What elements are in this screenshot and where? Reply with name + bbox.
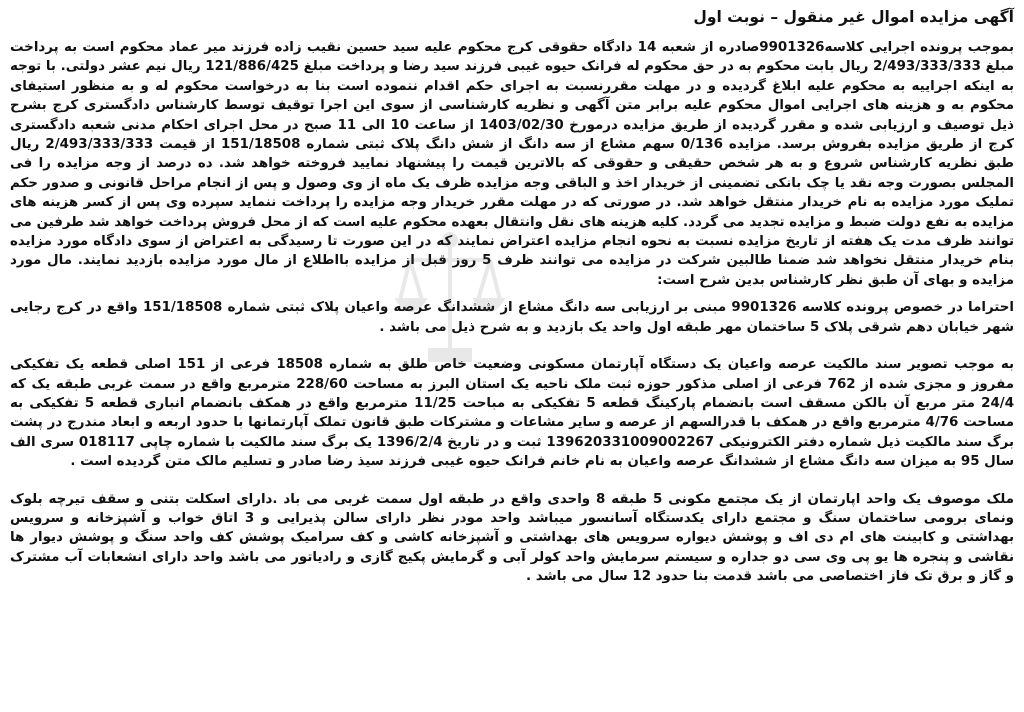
- paragraph-spacer: [10, 290, 1014, 298]
- paragraph-spacer: [10, 472, 1014, 490]
- notice-paragraph-main: بموجب پرونده اجرایی کلاسه9901326صادره از شعبه 14 دادگاه حقوقی کرج محکوم علیه سید حسین نقیب زاده فرزند میر عماد محکوم است به پرداخت مبلغ 2/493/333/333 ریال بابت محکوم به در حق محکوم له فرانک حیوه غیبی فرزند سید رضا و پرداخت مبلغ 121/886/425 ریال نیم عشر دولتی. با توجه به اینکه اجراییه به محکوم علیه ابلاغ گردیده و در مهلت مقررنسبت به اجرای حکم اقدام ننموده است بنا به درخواست محکوم له و به منظور استیفای محکوم به و هزینه های اجرایی اموال محکوم علیه برابر متن آگهی و نظریه کارشناسی از سوی این اجرا توقیف توسط کارشناس دادگستری کرج بشرح ذیل توصیف و ارزیابی شده و مقرر گردیده از طریق مزایده درمورخ 1403/02/30 از ساعت 10 الی 11 صبح در محل اجرای احکام مدنی شعبه دادگستری کرج از طریق مزایده بفروش برسد. مزایده 0/136 سهم مشاع از سه دانگ از شش دانگ پلاک ثبتی شماره 151/18508 از قیمت 2/493/333/333 ریال طبق نظریه کارشناس شروع و به هر شخص حقیقی و حقوقی که بالاترین قیمت را پیشنهاد نمایید فروخته خواهد شد. ده درصد از وجه مزایده را فی المجلس بصورت وجه نقد یا چک بانکی تضمینی از خریدار اخذ و الباقی وجه مزایده ظرف یک ماه از وی وصول و پس از انجام مراحل قانونی و صدور حکم تملیک مورد مزایده به نام خریدار منتقل خواهد شد. در صورتی که در مهلت مقرر خریدار وجه مزایده را پرداخت ننماید سپرده وی پس از کسر هزینه های مزایده به نفع دولت ضبط و مزایده تجدید می گردد. کلیه هزینه های نقل وانتقال بعهده محکوم علیه است که از محل فروش پرداخت خواهد شد طرفین می توانند ظرف مدت یک هفته از تاریخ مزایده نسبت به نحوه انجام مزایده اعتراض نمایند که در این صورت تا رسیدگی به اعتراض از سوی دادگاه مورد مزایده بنام خریدار منتقل نخواهد شد ضمنا طالبین شرکت در مزایده می توانند ظرف 5 روز قبل از مزایده بااطلاع از مال مورد مزایده بازدید نمایند. مال مورد مزایده و بهای آن طبق نظر کارشناس بدین شرح است:: [10, 40, 1014, 288]
- notice-paragraph-appraisal-intro: احتراما در خصوص پرونده کلاسه 9901326 مبنی بر ارزیابی سه دانگ مشاع از ششدانگ عرصه واعیان پلاک ثبتی شماره 151/18508 واقع در کرج رجایی شهر خیابان دهم شرقی پلاک 5 ساختمان مهر طبقه اول واحد یک بازدید و به شرح ذیل می باشد .: [10, 300, 1014, 335]
- paragraph-spacer: [10, 337, 1014, 355]
- notice-paragraph-property-description: ملک موصوف یک واحد اپارتمان از یک مجتمع مکونی 5 طبقه 8 واحدی واقع در طبقه اول سمت غربی می باد .دارای اسکلت بتنی و سقف تیرچه بلوک ونمای برومی ساختمان سنگ و مجتمع دارای یکدستگاه آسانسور میباشد واحد مودر نظر دارای سالن پذیرایی و 3 اتاق خواب و آشپزخانه و سرویس بهداشتی و کابینت های ام دی اف و پوشش دیواره سرویس های بهداشتی و آشپزخانه کاشی و کف سرامیک پوشش کف واحد سنگ و پوشش دیوار ها نقاشی و پنجره ها یو پی وی سی دو جداره و سیستم سرمایش واحد کولر آبی و گرمایش پکیج گازی و رادیاتور می باشد واحد دارای انشعابات آب مشترک و گاز و برق تک فاز اختصاصی می باشد قدمت بنا حدود 12 سال می باشد .: [10, 491, 1014, 585]
- notice-paragraph-deed-description: به موجب تصویر سند مالکیت عرصه واعیان یک دستگاه آپارتمان مسکونی وضعیت خاص طلق به شماره 18508 فرعی از 151 اصلی قطعه یک تفکیکی مفروز و مجزی شده از 762 فرعی از اصلی مذکور حوزه ثبت ملک ناحیه یک استان البرز به مساحت 228/60 مترمربع واقع در سمت غربی طبقه یک که 24/4 متر مربع آن بالکن مسقف است بانضمام پارکینگ قطعه 5 تفکیکی به مباحت 11/25 مترمربع واقع در همکف بانضمام انباری قطعه 5 تفکیکی به مساحت 4/76 مترمربع واقع در همکف با قدرالسهم از عرصه و سایر مشاعات و مشترکات طبق قانون تملک آپارتمانها با حدود اربعه و ابعاد مندرج در پشت برگ سند مالکیت ذیل شماره دفتر الکترونیکی 139620331009002267 ثبت و در تاریخ 1396/2/4 یک برگ سند مالکیت با شماره چاپی 018117 سری الف سال 95 به میزان سه دانگ مشاع از ششدانگ عرصه واعیان به نام خانم فرانک حیوه غیبی فرزند سیذ رضا صادر و تسلیم مالک متن گردیده است .: [10, 357, 1015, 470]
- notice-title: آگهی مزایده اموال غیر منقول – نوبت اول: [693, 8, 1014, 26]
